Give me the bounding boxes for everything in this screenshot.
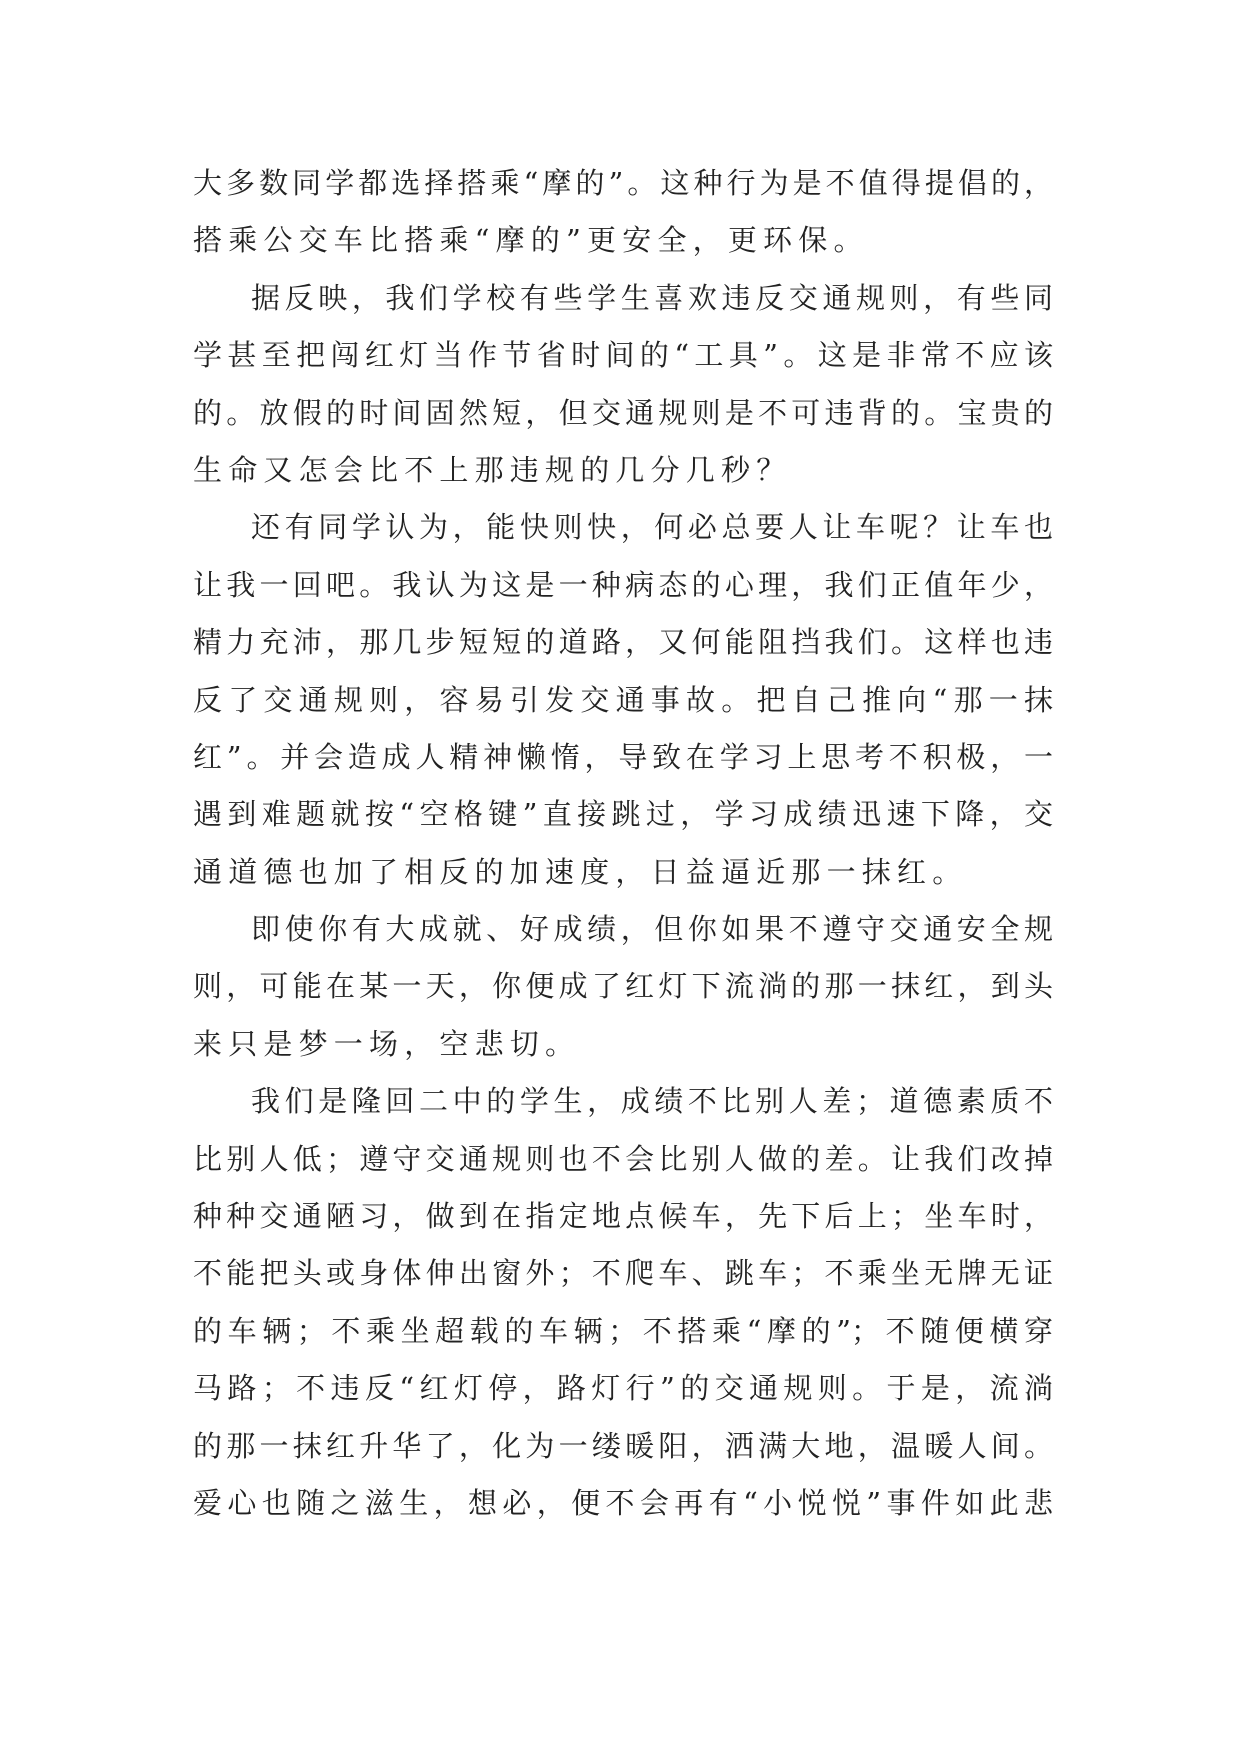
text-line: 不能把头或身体伸出窗外；不爬车、跳车；不乘坐无牌无证 <box>193 1256 1053 1291</box>
text-line: 遇到难题就按“空格键”直接跳过，学习成绩迅速下降，交 <box>193 797 1053 832</box>
text-line: 的。放假的时间固然短，但交通规则是不可违背的。宝贵的 <box>193 395 1053 430</box>
document-body <box>193 155 1053 1532</box>
text-line: 搭乘公交车比搭乘“摩的”更安全，更环保。 <box>193 223 869 258</box>
text-line: 种种交通陋习，做到在指定地点候车，先下后上；坐车时， <box>193 1199 1053 1234</box>
text-line: 马路；不违反“红灯停，路灯行”的交通规则。于是，流淌 <box>193 1371 1053 1406</box>
text-line: 的那一抹红升华了，化为一缕暖阳，洒满大地，温暖人间。 <box>193 1428 1053 1463</box>
paragraph-start-line: 我们是隆回二中的学生，成绩不比别人差；道德素质不 <box>251 1084 1053 1119</box>
text-line: 的车辆；不乘坐超载的车辆；不搭乘“摩的”；不随便横穿 <box>193 1313 1053 1348</box>
paragraph-start-line: 据反映，我们学校有些学生喜欢违反交通规则，有些同 <box>251 280 1053 315</box>
text-line: 学甚至把闯红灯当作节省时间的“工具”。这是非常不应该 <box>193 338 1053 373</box>
text-line: 红”。并会造成人精神懒惰，导致在学习上思考不积极，一 <box>193 739 1053 774</box>
text-line: 反了交通规则，容易引发交通事故。把自己推向“那一抹 <box>193 682 1053 717</box>
text-line: 通道德也加了相反的加速度，日益逼近那一抹红。 <box>193 854 968 889</box>
text-line: 来只是梦一场，空悲切。 <box>193 1026 581 1061</box>
paragraph-start-line: 即使你有大成就、好成绩，但你如果不遵守交通安全规 <box>251 912 1053 947</box>
paragraph-start-line: 还有同学认为，能快则快，何必总要人让车呢？让车也 <box>251 510 1053 545</box>
text-line: 让我一回吧。我认为这是一种病态的心理，我们正值年少， <box>193 567 1053 602</box>
text-line: 大多数同学都选择搭乘“摩的”。这种行为是不值得提倡的， <box>193 166 1053 200</box>
text-line: 比别人低；遵守交通规则也不会比别人做的差。让我们改掉 <box>193 1141 1053 1176</box>
text-line: 爱心也随之滋生，想必，便不会再有“小悦悦”事件如此悲 <box>193 1485 1053 1520</box>
text-line: 精力充沛，那几步短短的道路，又何能阻挡我们。这样也违 <box>193 625 1053 660</box>
text-line: 生命又怎会比不上那违规的几分几秒？ <box>193 452 792 487</box>
text-line: 则，可能在某一天，你便成了红灯下流淌的那一抹红，到头 <box>193 969 1053 1004</box>
